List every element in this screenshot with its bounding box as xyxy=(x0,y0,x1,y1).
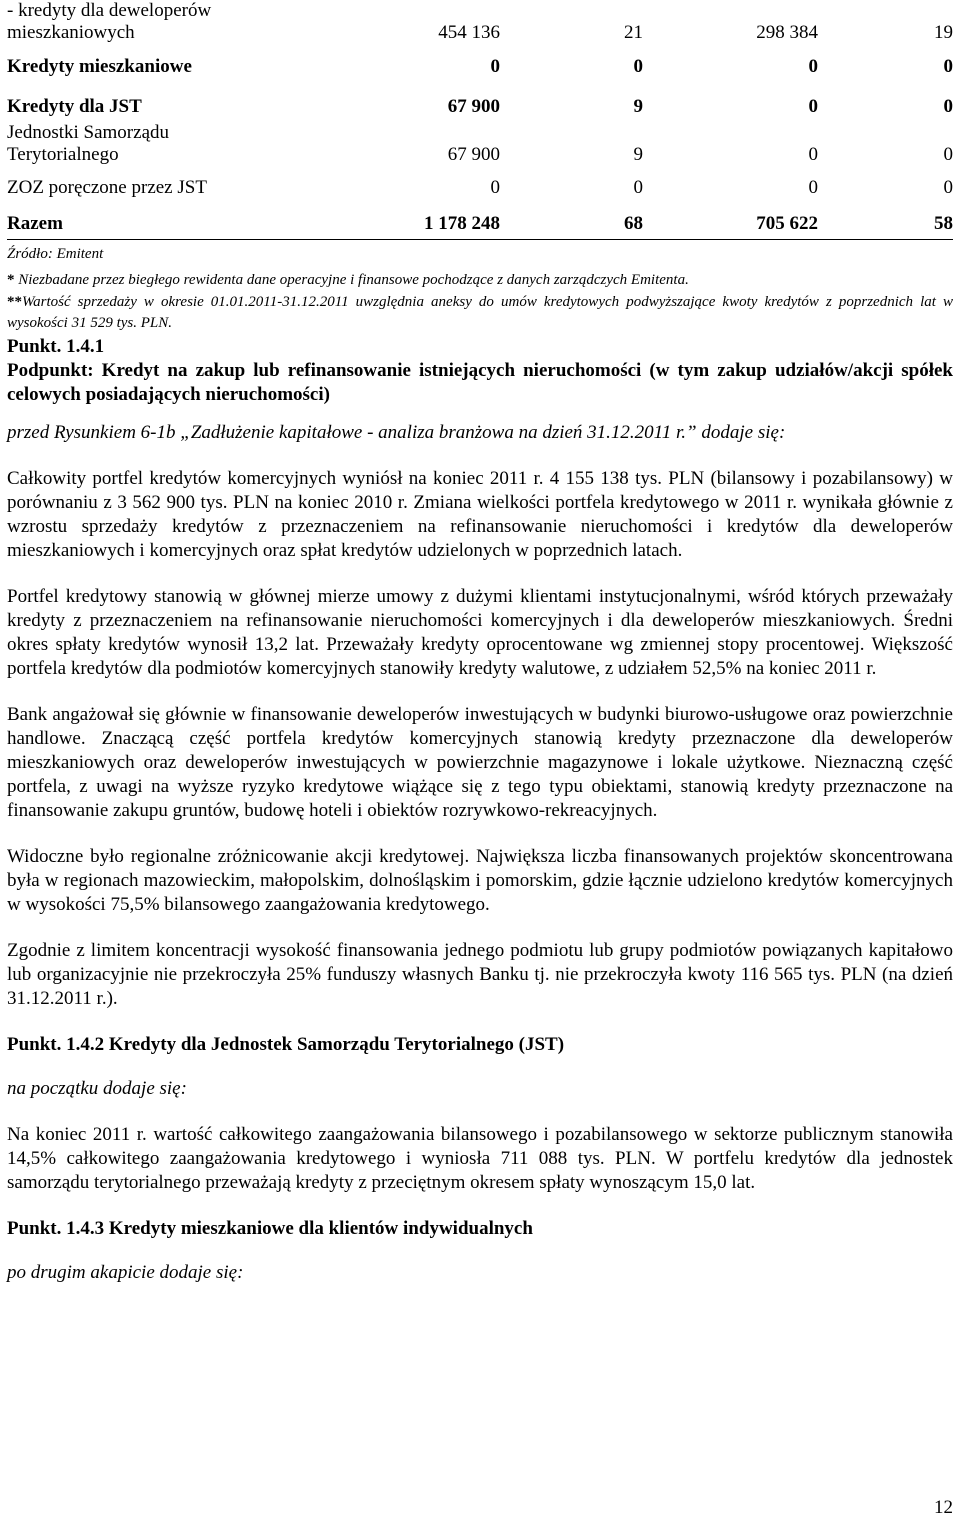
table-row xyxy=(7,46,953,78)
cell-value: 9 xyxy=(633,96,643,117)
cell-value: 0 xyxy=(943,144,953,165)
cell-value: 0 xyxy=(808,56,818,77)
row-label: Razem xyxy=(7,213,63,234)
cell-value: 705 622 xyxy=(756,213,818,234)
paragraph: Portfel kredytowy stanowią w głównej mierze umowy z dużymi klientami instytucjonalnymi, wśród których przeważały kredyty z przeznaczeniem na refinansowanie nieruchomości komercyjnych i dla deweloperów mieszkaniowych. Średni okres spłaty kredytów wynosił 13,2 lat. Przeważały kredyty oprocentowane wg zmiennej stopy procentowej. Większość portfela kredytów dla podmiotów komercyjnych stanowiły kredyty walutowe, z udziałem 52,5% na koniec 2011 r. xyxy=(7,586,953,679)
amendment-instruction: przed Rysunkiem 6-1b „Zadłużenie kapitałowe - analiza branżowa na dzień 31.12.2011 r.” dodaje się: xyxy=(7,422,786,443)
page-number: 12 xyxy=(934,1497,953,1518)
table-row xyxy=(7,118,953,166)
cell-value: 0 xyxy=(808,96,818,117)
section-heading: Punkt. 1.4.3 Kredyty mieszkaniowe dla klientów indywidualnych xyxy=(7,1218,533,1239)
footnote-marker: * xyxy=(7,272,15,288)
section-heading: Punkt. 1.4.2 Kredyty dla Jednostek Samorządu Terytorialnego (JST) xyxy=(7,1034,565,1055)
section-number: Punkt. 1.4.1 xyxy=(7,336,105,357)
row-label: Kredyty mieszkaniowe xyxy=(7,56,192,77)
row-label xyxy=(7,0,387,46)
cell-value: 0 xyxy=(490,56,500,77)
table-bottom-rule xyxy=(7,239,953,240)
cell-value: 0 xyxy=(808,144,818,165)
cell-value: 0 xyxy=(943,56,953,77)
cell-value: 68 xyxy=(624,213,643,234)
paragraph: Zgodnie z limitem koncentracji wysokość finansowania jednego podmiotu lub grupy podmiotów powiązanych kapitałowo lub organizacyjnie nie przekroczyła 25% funduszy własnych Banku tj. nie przekroczyła kwoty 116 565 tys. PLN (na dzień 31.12.2011 r.). xyxy=(7,940,953,1009)
footnote-marker: ** xyxy=(7,294,22,310)
paragraph: Bank angażował się głównie w finansowanie deweloperów inwestujących w budynki biurowo-usługowe oraz powierzchnie handlowe. Znaczącą część portfela kredytów komercyjnych stanowią kredyty przeznaczone dla deweloperów mieszkaniowych oraz deweloperów inwestujących w powierzchnie magazynowe i lokale użytkowe. Nieznaczną część portfela, z uwagi na wyższe ryzyko kredytowe wiążące się z tego typu obiektami, stanowią kredyty przeznaczone na finansowanie zakupu gruntów, budowę hoteli i obiektów rozrywkowo-rekreacyjnych. xyxy=(7,704,953,821)
table-row xyxy=(7,166,953,199)
paragraph: Widoczne było regionalne zróżnicowanie akcji kredytowej. Największa liczba finansowanych projektów skoncentrowana była w regionach mazowieckim, małopolskim, dolnośląskim i pomorskim, gdzie łącznie udzielono kredytów komercyjnych w wysokości 75,5% bilansowego zaangażowania kredytowego. xyxy=(7,846,953,915)
cell-value: 0 xyxy=(633,177,643,198)
cell-value: 0 xyxy=(943,177,953,198)
footnotes xyxy=(7,270,953,334)
cell-value: 298 384 xyxy=(756,22,818,43)
cell-value: 1 178 248 xyxy=(424,213,500,234)
row-label: Kredyty dla JST xyxy=(7,96,142,117)
cell-value: 9 xyxy=(633,144,643,165)
row-label-line: - kredyty dla deweloperów xyxy=(7,0,212,21)
document-body xyxy=(7,335,953,1285)
cell-value: 0 xyxy=(490,177,500,198)
cell-value: 58 xyxy=(934,213,953,234)
cell-value: 67 900 xyxy=(447,96,500,117)
table-row xyxy=(7,199,953,235)
row-label-line: mieszkaniowych xyxy=(7,22,135,43)
subsection-title: Podpunkt: Kredyt na zakup lub refinansowanie istniejących nieruchomości (w tym zakup udziałów/akcji spółek celowych posiadających nieruchomości) xyxy=(7,360,953,405)
row-label-line: Terytorialnego xyxy=(7,144,119,165)
table-source: Źródło: Emitent xyxy=(7,246,104,262)
cell-value: 0 xyxy=(633,56,643,77)
table-row xyxy=(7,78,953,118)
cell-value: 0 xyxy=(943,96,953,117)
row-label xyxy=(7,118,387,166)
paragraph: Całkowity portfel kredytów komercyjnych wyniósł na koniec 2011 r. 4 155 138 tys. PLN (bilansowy i pozabilansowy) w porównaniu z 3 562 900 tys. PLN na koniec 2010 r. Zmiana wielkości portfela kredytowego w 2011 r. wynikała głównie z wzrostu sprzedaży kredytów z przeznaczeniem na refinansowanie nieruchomości i kredytów dla deweloperów mieszkaniowych i komercyjnych oraz spłat kredytów udzielonych w poprzednich latach. xyxy=(7,468,953,561)
paragraph: Na koniec 2011 r. wartość całkowitego zaangażowania bilansowego i pozabilansowego w sektorze publicznym stanowiła 14,5% całkowitego zaangażowania kredytowego i wyniosła 711 088 tys. PLN. W portfelu kredytów dla jednostek samorządu terytorialnego przeważają kredyty z przeciętnym okresem spłaty wynoszącym 15,0 lat. xyxy=(7,1124,953,1193)
cell-value: 19 xyxy=(934,22,953,43)
footnote xyxy=(7,292,953,334)
cell-value: 454 136 xyxy=(438,22,500,43)
row-label: ZOZ poręczone przez JST xyxy=(7,177,207,198)
footnote-text: Niezbadane przez biegłego rewidenta dane operacyjne i finansowe pochodzące z danych zarządczych Emitenta. xyxy=(14,272,689,288)
cell-value: 21 xyxy=(624,22,643,43)
document-page xyxy=(7,0,953,1285)
cell-value: 67 900 xyxy=(447,144,500,165)
row-label-line: Jednostki Samorządu xyxy=(7,122,170,143)
footnote xyxy=(7,270,953,291)
amendment-instruction: na początku dodaje się: xyxy=(7,1078,187,1099)
amendment-instruction: po drugim akapicie dodaje się: xyxy=(7,1262,244,1283)
loan-table xyxy=(7,0,953,235)
table-row xyxy=(7,0,953,46)
footnote-text: Wartość sprzedaży w okresie 01.01.2011-31.12.2011 uwzględnia aneksy do umów kredytowych podwyższające kwoty kredytów z poprzednich lat w wysokości 31 529 tys. PLN. xyxy=(7,294,953,331)
cell-value: 0 xyxy=(808,177,818,198)
